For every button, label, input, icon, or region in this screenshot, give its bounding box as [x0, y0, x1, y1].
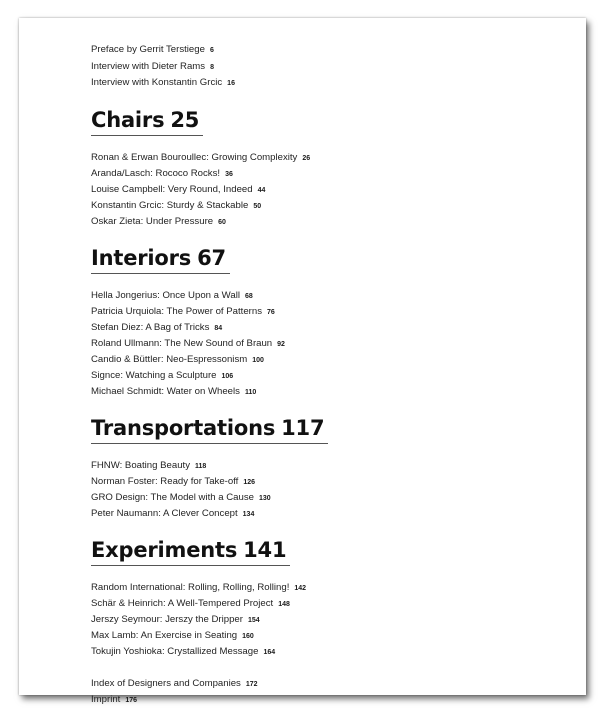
- entry-title: Konstantin Grcic: Sturdy & Stackable: [91, 199, 249, 211]
- entry-title: Schär & Heinrich: A Well-Tempered Project: [91, 597, 274, 609]
- entry-page: 16: [227, 80, 235, 87]
- toc-entry: [91, 612, 566, 628]
- toc-entry: [91, 150, 566, 166]
- toc-entry: [91, 384, 566, 400]
- entry-page: 60: [218, 218, 226, 226]
- entry-page: 50: [253, 202, 262, 210]
- toc-entry: [91, 458, 566, 474]
- toc-entry: [91, 182, 566, 198]
- section-interiors: [91, 246, 566, 400]
- entry-page: 160: [242, 632, 254, 640]
- table-of-contents: [91, 42, 566, 708]
- entry-page: 92: [277, 340, 285, 348]
- section-chairs: [91, 108, 566, 230]
- section-heading: [91, 416, 328, 444]
- entry-page: 118: [195, 462, 207, 470]
- section-transportations: [91, 416, 566, 522]
- entry-title: Max Lamb: An Exercise in Seating: [91, 629, 238, 641]
- entry-page: 172: [245, 680, 258, 688]
- entry-title: Index of Designers and Companies: [91, 677, 241, 689]
- section-page: 67: [197, 245, 226, 270]
- toc-entry: [91, 628, 566, 644]
- entry-page: 6: [209, 47, 214, 54]
- toc-entry: [91, 336, 566, 352]
- section-heading: [91, 246, 230, 274]
- section-entries: [91, 150, 566, 230]
- entry-title: Patricia Urquiola: The Power of Patterns: [91, 305, 262, 317]
- entry-page: 106: [221, 372, 234, 380]
- toc-entry: [91, 214, 566, 230]
- entry-page: 44: [257, 186, 266, 194]
- entry-title: Ronan & Erwan Bouroullec: Growing Complexity: [91, 151, 298, 163]
- toc-entry: [91, 490, 566, 506]
- section-heading: [91, 538, 290, 566]
- section-title: Chairs: [91, 107, 165, 132]
- entry-page: 154: [247, 616, 260, 624]
- section-entries: [91, 458, 566, 522]
- document-page: [19, 18, 586, 705]
- toc-entry: [91, 75, 566, 92]
- toc-entry: [91, 368, 566, 384]
- entry-title: Hella Jongerius: Once Upon a Wall: [91, 289, 240, 301]
- toc-entry: [91, 288, 566, 304]
- entry-page: 26: [302, 154, 311, 162]
- entry-page: 36: [225, 170, 233, 178]
- entry-title: Preface by Gerrit Terstiege: [91, 44, 205, 55]
- section-title: Experiments: [91, 537, 238, 562]
- toc-entry: [91, 596, 566, 612]
- section-entries: [91, 288, 566, 400]
- toc-entry: [91, 320, 566, 336]
- entry-title: FHNW: Boating Beauty: [91, 459, 191, 471]
- toc-entry: [91, 166, 566, 182]
- section-title: Transportations: [91, 415, 276, 440]
- toc-entry: [91, 692, 566, 708]
- toc-entry: [91, 580, 566, 596]
- entry-title: GRO Design: The Model with a Cause: [91, 491, 254, 503]
- entry-page: 110: [244, 388, 257, 396]
- entry-title: Norman Foster: Ready for Take-off: [91, 475, 239, 487]
- entry-page: 134: [242, 510, 255, 518]
- entry-page: 8: [210, 63, 214, 71]
- entry-title: Imprint: [91, 693, 121, 705]
- entry-title: Louise Campbell: Very Round, Indeed: [91, 183, 253, 195]
- entry-page: 142: [294, 584, 307, 592]
- entry-title: Oskar Zieta: Under Pressure: [91, 215, 214, 227]
- entry-page: 100: [252, 356, 264, 364]
- intro-list: [91, 42, 566, 92]
- section-page: 117: [281, 415, 325, 440]
- section-experiments: [91, 538, 566, 660]
- entry-title: Random International: Rolling, Rolling, Rolling!: [91, 581, 290, 593]
- toc-entry: [91, 304, 566, 320]
- section-page: 25: [170, 107, 200, 132]
- toc-entry: [91, 42, 566, 59]
- toc-entry: [91, 352, 566, 368]
- entry-page: 176: [125, 696, 138, 704]
- entry-title: Stefan Diez: A Bag of Tricks: [91, 321, 210, 333]
- entry-title: Michael Schmidt: Water on Wheels: [91, 385, 240, 397]
- toc-entry: [91, 506, 566, 522]
- entry-page: 68: [244, 292, 253, 300]
- entry-page: 148: [278, 600, 290, 608]
- entry-title: Signce: Watching a Sculpture: [91, 369, 217, 381]
- entry-page: 126: [243, 478, 256, 486]
- toc-entry: [91, 474, 566, 490]
- section-heading: [91, 108, 203, 136]
- entry-title: Candio & Büttler: Neo-Espressonism: [91, 353, 248, 365]
- entry-title: Interview with Konstantin Grcic: [91, 77, 223, 88]
- toc-entry: [91, 676, 566, 692]
- entry-page: 84: [214, 324, 223, 332]
- closing-list: [91, 676, 566, 708]
- entry-title: Jerszy Seymour: Jerszy the Dripper: [91, 613, 243, 625]
- toc-entry: [91, 644, 566, 660]
- entry-page: 164: [263, 648, 276, 656]
- toc-entry: [91, 59, 566, 76]
- entry-title: Interview with Dieter Rams: [91, 60, 206, 72]
- entry-page: 76: [267, 308, 275, 316]
- toc-entry: [91, 198, 566, 214]
- entry-title: Aranda/Lasch: Rococo Rocks!: [91, 167, 221, 179]
- entry-page: 130: [259, 494, 271, 502]
- entry-title: Peter Naumann: A Clever Concept: [91, 507, 238, 519]
- section-entries: [91, 580, 566, 660]
- entry-title: Roland Ullmann: The New Sound of Braun: [91, 337, 273, 349]
- section-page: 141: [243, 537, 287, 562]
- section-title: Interiors: [91, 245, 192, 270]
- entry-title: Tokujin Yoshioka: Crystallized Message: [91, 645, 259, 657]
